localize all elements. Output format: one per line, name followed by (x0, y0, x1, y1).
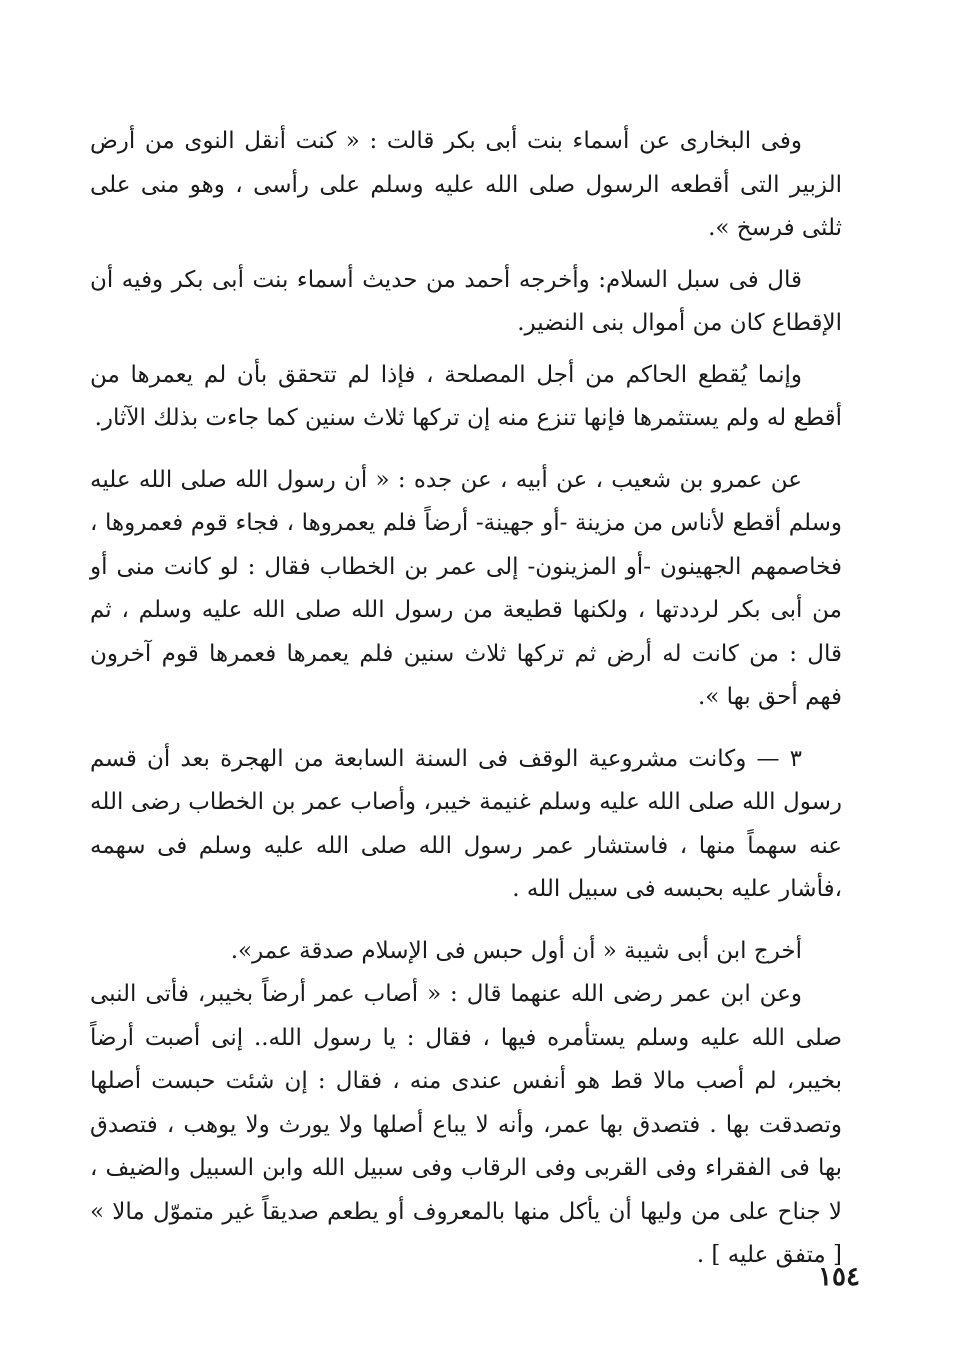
page-number: ١٥٤ (818, 1262, 860, 1292)
paragraph-subul-assalam: قال فى سبل السلام: وأخرجه أحمد من حديث أسماء بنت أبى بكر وفيه أن الإقطاع كان من أموال بنى النضير. (90, 266, 842, 336)
paragraph-ibn-abi-shayba: أخرج ابن أبى شيبة « أن أول حبس فى الإسلام صدقة عمر». (230, 937, 802, 964)
paragraph-ibn-umar-hadith: وعن ابن عمر رضى الله عنهما قال : « أصاب عمر أرضاً بخيبر، فأتى النبى صلى الله عليه وسلم يستأمره فيها ، فقال : يا رسول الله.. إنى أصبت أرضاً بخيبر، لم أصب مالا قط هو أنفس عندى منه ، فقال : إن شئت حبست أصلها وتصدقت بها . فتصدق بها عمر، وأنه لا يباع أصلها ولا يورث ولا يوهب ، فتصدق بها فى الفقراء وفى القربى وفى الرقاب وفى سبيل الله وابن السبيل والضيف ، لا جناح على من وليها أن يأكل منها بالمعروف أو يطعم صديقاً غير متموّل مالا » [ متفق عليه ] . (90, 981, 842, 1268)
page-body (90, 120, 842, 1278)
paragraph-amr-hadith: عن عمرو بن شعيب ، عن أبيه ، عن جده : « أن رسول الله صلى الله عليه وسلم أقطع لأناس من مزينة -أو جهينة- أرضاً فلم يعمروها ، فجاء قوم فعمروها ، فخاصمهم الجهينون -أو المزينون- إلى عمر بن الخطاب فقال : لو كانت منى أو من أبى بكر لرددتها ، ولكنها قطيعة من رسول الله صلى الله عليه وسلم ، ثم قال : من كانت له أرض ثم تركها ثلاث سنين فلم يعمرها فعمرها قوم آخرون فهم أحق بها ». (90, 466, 842, 710)
paragraph-bukhari-asma: وفى البخارى عن أسماء بنت أبى بكر قالت : « كنت أنقل النوى من أرض الزبير التى أقطعه الرسول صلى الله عليه وسلم على رأسى ، وهو منى على ثلثى فرسخ ». (90, 128, 842, 241)
paragraph-waqf-origin: ٣ — وكانت مشروعية الوقف فى السنة السابعة من الهجرة بعد أن قسم رسول الله صلى الله عليه وسلم غنيمة خيبر، وأصاب عمر بن الخطاب رضى الله عنه سهماً منها ، فاستشار عمر رسول الله صلى الله عليه وسلم فى سهمه ،فأشار عليه بحبسه فى سبيل الله . (90, 745, 842, 902)
paragraph-iqta-condition: وإنما يُقطع الحاكم من أجل المصلحة ، فإذا لم تتحقق بأن لم يعمرها من أقطع له ولم يستثمرها فإنها تنزع منه إن تركها ثلاث سنين كما جاءت بذلك الآثار. (90, 361, 842, 431)
